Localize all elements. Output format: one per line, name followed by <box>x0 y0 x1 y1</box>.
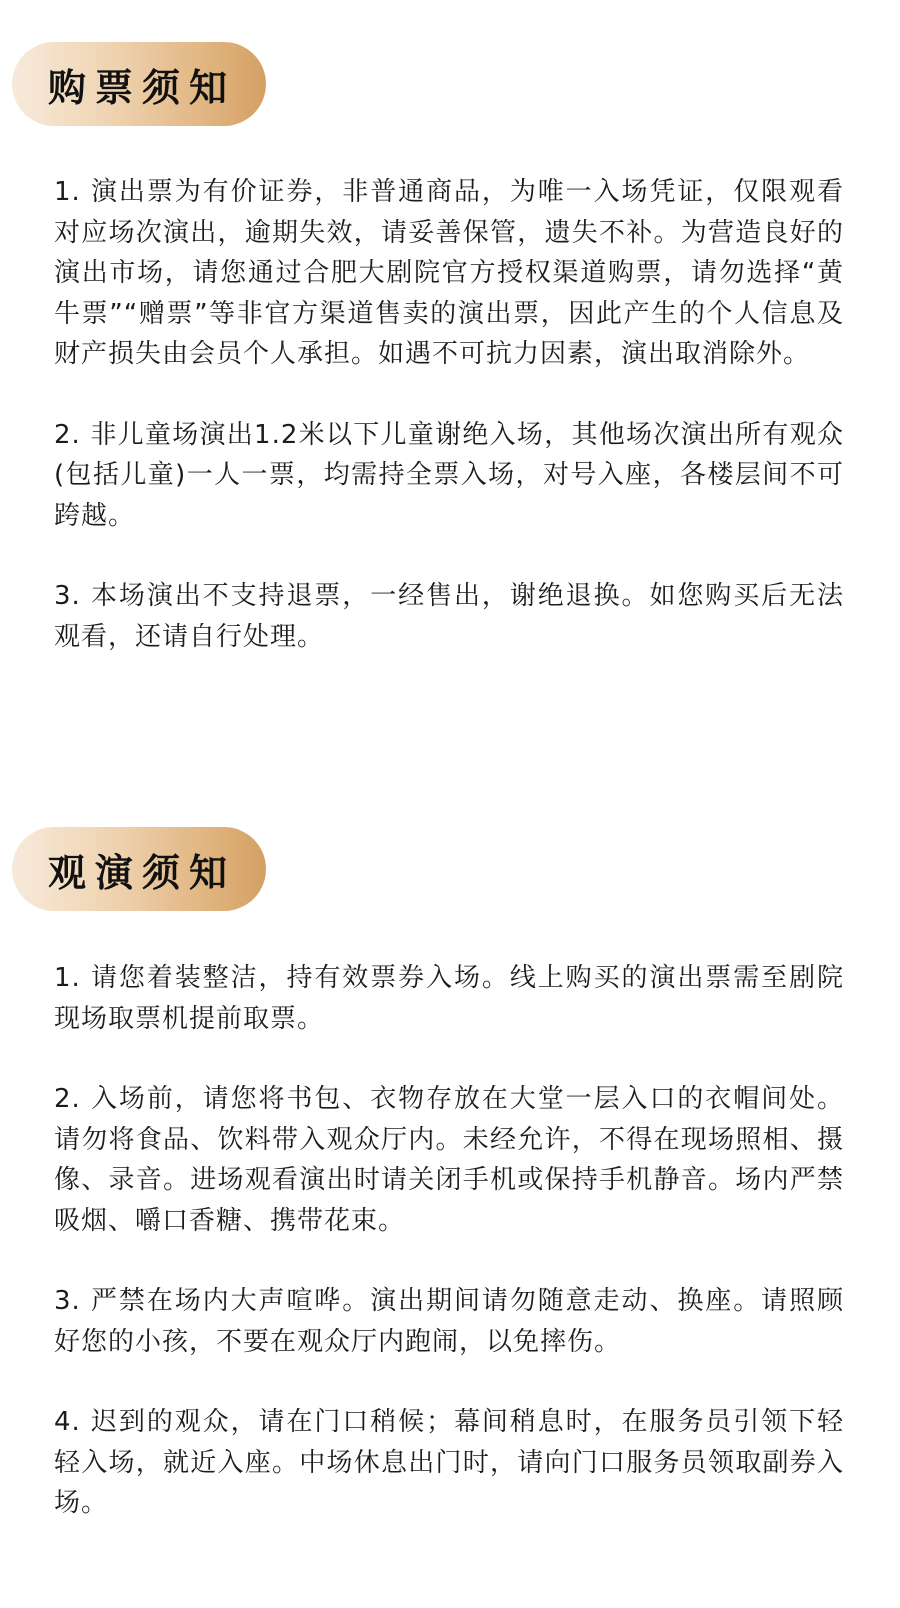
viewing-notice-title: 观演须知 <box>48 850 237 895</box>
purchase-notice-item-2: 2. 非儿童场演出1.2米以下儿童谢绝入场，其他场次演出所有观众(包括儿童)一人一票，均需持全票入场，对号入座，各楼层间不可跨越。 <box>54 419 844 531</box>
section-title-badge <box>12 827 266 911</box>
purchase-notice-title: 购票须知 <box>48 65 237 110</box>
viewing-notice-item-2: 2. 入场前，请您将书包、衣物存放在大堂一层入口的衣帽间处。请勿将食品、饮料带入观众厅内。未经允许，不得在现场照相、摄像、录音。进场观看演出时请关闭手机或保持手机静音。场内严禁吸烟、嚼口香糖、携带花束。 <box>54 1084 844 1236</box>
viewing-notice-section <box>0 827 900 1564</box>
viewing-notice-item-4: 4. 迟到的观众，请在门口稍候；幕间稍息时，在服务员引领下轻轻入场，就近入座。中场休息出门时，请向门口服务员领取副券入场。 <box>54 1407 844 1518</box>
purchase-notice-item-1: 1. 演出票为有价证券，非普通商品，为唯一入场凭证，仅限观看对应场次演出，逾期失效，请妥善保管，遗失不补。为营造良好的演出市场，请您通过合肥大剧院官方授权渠道购票，请勿选择“黄牛票”“赠票”等非官方渠道售卖的演出票，因此产生的个人信息及财产损失由会员个人承担。如遇不可抗力因素，演出取消除外。 <box>54 177 844 369</box>
purchase-notice-list <box>54 172 844 657</box>
section-title-badge <box>12 42 266 126</box>
purchase-notice-item-3: 3. 本场演出不支持退票，一经售出，谢绝退换。如您购买后无法观看，还请自行处理。 <box>54 581 844 652</box>
viewing-notice-item-3: 3. 严禁在场内大声喧哗。演出期间请勿随意走动、换座。请照顾好您的小孩，不要在观众厅内跑闹，以免摔伤。 <box>54 1286 844 1357</box>
purchase-notice-section <box>0 42 900 697</box>
viewing-notice-list <box>54 958 844 1524</box>
viewing-notice-item-1: 1. 请您着装整洁，持有效票券入场。线上购买的演出票需至剧院现场取票机提前取票。 <box>54 963 844 1034</box>
